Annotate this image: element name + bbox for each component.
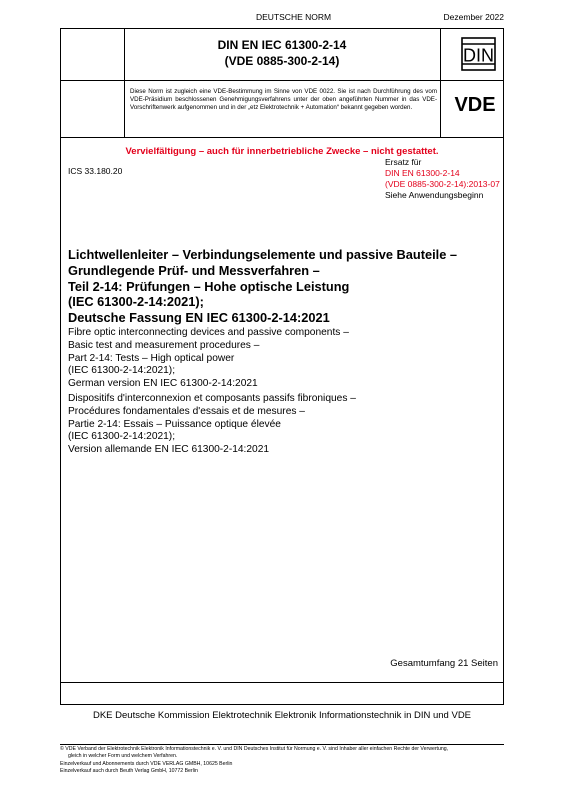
commission-name: DKE Deutsche Kommission Elektrotechnik Elektronik Informationstechnik in DIN und VDE (92, 710, 472, 721)
divider-line (60, 137, 504, 138)
title-french-line: Dispositifs d'interconnexion et composants passifs fibroniques – (68, 393, 356, 404)
application-note: Siehe Anwendungsbeginn (385, 190, 484, 200)
vde-statement: Diese Norm ist zugleich eine VDE-Bestimmung im Sinne von VDE 0022. Sie ist nach Durchführung des vom VDE-Präsidium beschlossenen Genehmigungsverfahrens unter der oben angeführten Nummer in das VDE-Vorschriftenwerk aufgenommen und in der „etz Elektrotechnik + Automation“ bekannt gegeben worden. (130, 88, 437, 112)
title-french (68, 393, 498, 457)
title-german-line: Lichtwellenleiter – Verbindungselemente und passive Bauteile – (68, 247, 458, 262)
divider-line (60, 744, 504, 745)
copyright-line: Einzelverkauf auch durch Beuth Verlag GmbH, 10772 Berlin (60, 768, 198, 775)
divider-line (60, 682, 504, 683)
title-french-line: Partie 2-14: Essais – Puissance optique élevée (68, 418, 281, 430)
replaced-vde-number: (VDE 0885-300-2-14):2013-07 (385, 179, 500, 189)
divider-line (60, 80, 504, 81)
copyright-line: © VDE Verband der Elektrotechnik Elektronik Informationstechnik e. V. und DIN Deutsches Institut für Normung e. V. sind Inhaber aller einfachen Rechte der Verwertung, (60, 746, 449, 752)
din-logo-text: DIN (463, 45, 494, 66)
title-german-line: Grundlegende Prüf- und Messverfahren – (68, 262, 320, 278)
norm-type-label: DEUTSCHE NORM (256, 12, 332, 22)
copyright-notice (60, 746, 540, 776)
title-english-line: Part 2-14: Tests – High optical power (68, 352, 235, 364)
publication-date: Dezember 2022 (443, 12, 504, 22)
ics-code: ICS 33.180.20 (68, 166, 123, 176)
title-german-line: Deutsche Fassung EN IEC 61300-2-14:2021 (68, 310, 330, 326)
title-english-line: Basic test and measurement procedures – (68, 339, 260, 351)
vde-logo (452, 94, 498, 114)
divider-line (440, 28, 441, 138)
title-french-line: (IEC 61300-2-14:2021); (68, 431, 176, 443)
title-german (68, 247, 498, 326)
title-english (68, 327, 498, 391)
reproduction-warning: Vervielfältigung – auch für innerbetriebliche Zwecke – nicht gestattet. (125, 146, 439, 157)
title-german-line: (IEC 61300-2-14:2021); (68, 294, 204, 310)
copyright-line: Einzelverkauf und Abonnements durch VDE VERLAG GMBH, 10625 Berlin (60, 760, 233, 767)
copyright-line: gleich in welcher Form und welchem Verfahren. (68, 753, 178, 760)
vde-logo-text: VDE (454, 94, 496, 114)
document-number: DIN EN IEC 61300-2-14 (217, 38, 347, 52)
total-pages: Gesamtumfang 21 Seiten (390, 658, 498, 669)
replaced-standard: DIN EN 61300-2-14 (385, 168, 460, 178)
title-french-line: Version allemande EN IEC 61300-2-14:2021 (68, 444, 270, 456)
din-logo (461, 37, 496, 71)
title-french-line: Procédures fondamentales d'essais et de mesures – (68, 405, 305, 417)
title-english-line: (IEC 61300-2-14:2021); (68, 365, 176, 377)
vde-classification-number: (VDE 0885-300-2-14) (224, 54, 340, 68)
title-english-line: German version EN IEC 61300-2-14:2021 (68, 378, 258, 390)
title-german-line: Teil 2-14: Prüfungen – Hohe optische Leistung (68, 278, 350, 294)
replacement-label: Ersatz für (385, 157, 422, 167)
title-english-line: Fibre optic interconnecting devices and passive components – (68, 327, 349, 338)
